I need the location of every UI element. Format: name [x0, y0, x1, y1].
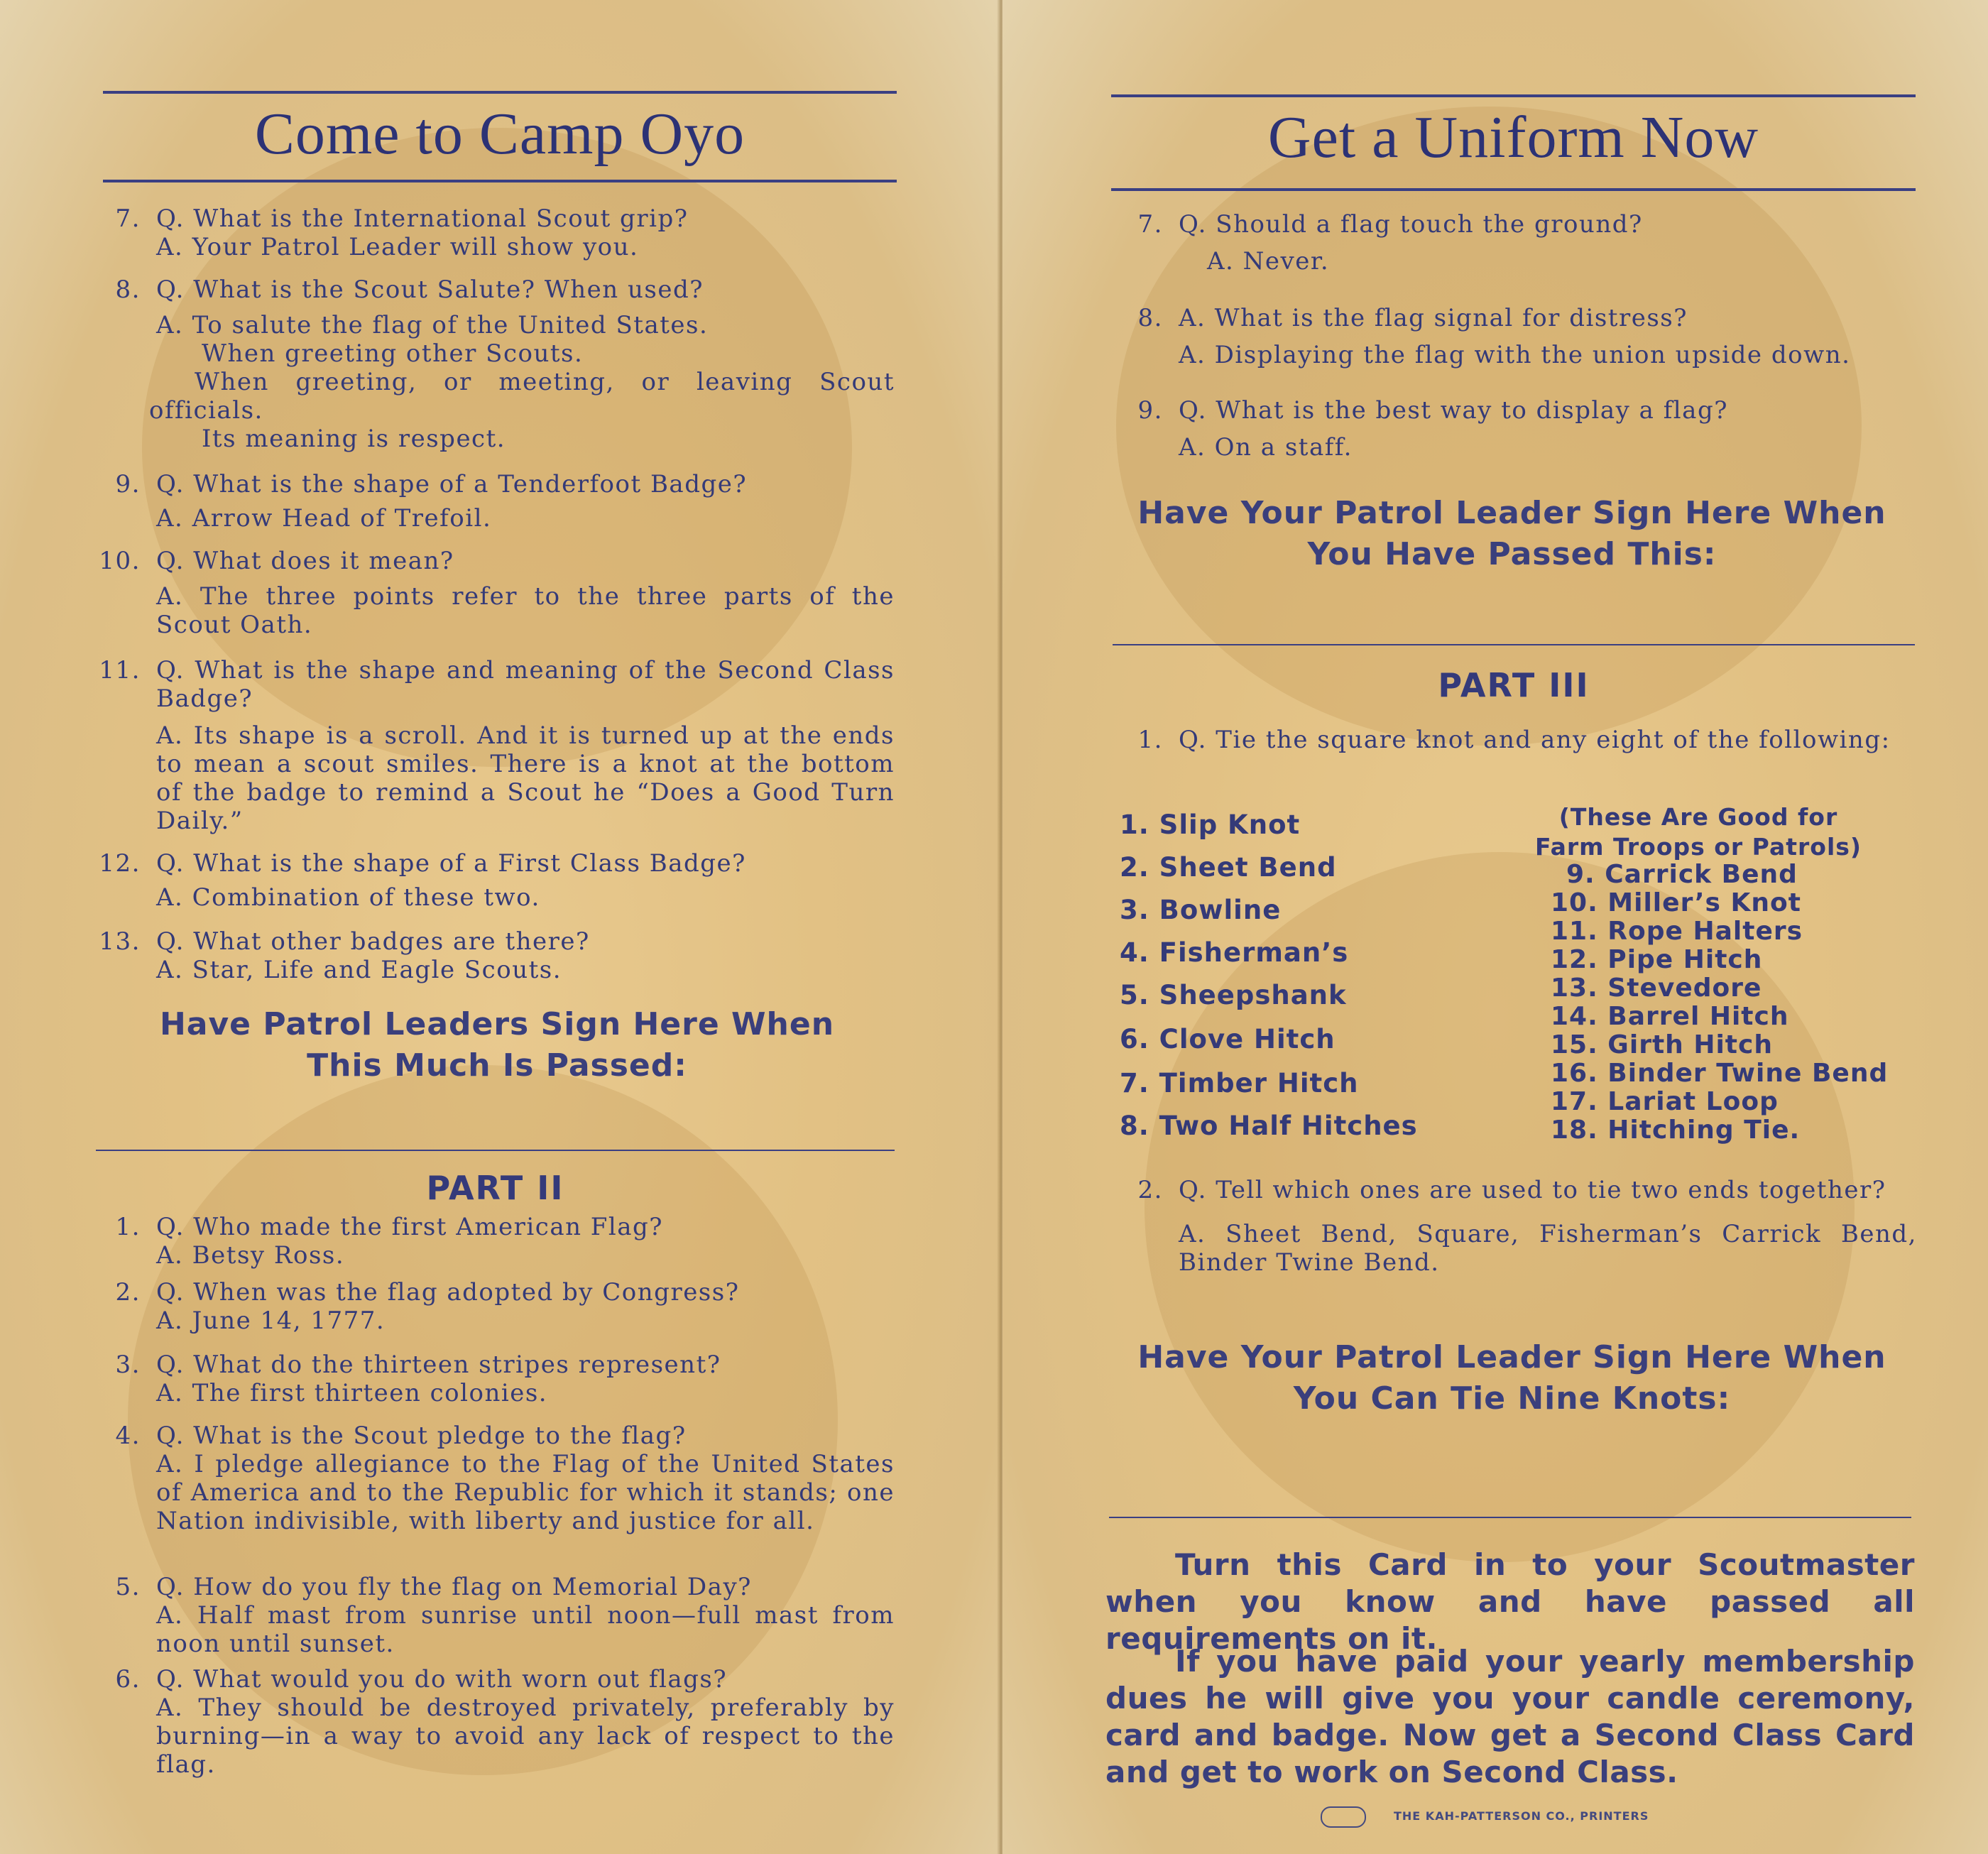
answer-text: A. Your Patrol Leader will show you. [156, 233, 639, 261]
question-item [1108, 304, 1917, 369]
answer-text: Its meaning is respect. [202, 425, 506, 453]
patrol-leader-sign-prompt: Have Patrol Leaders Sign Here When This Much Is Passed: [159, 1006, 835, 1084]
title-bottom-rule [103, 180, 897, 182]
knot-item: 6. Clove Hitch [1120, 1024, 1336, 1054]
question-text: Q. Tell which ones are used to tie two ends together? [1179, 1176, 1886, 1204]
question-item [85, 1213, 895, 1270]
knot-item: 4. Fisherman’s [1120, 937, 1349, 968]
question-item [85, 1351, 895, 1407]
answer-text: A. June 14, 1777. [156, 1307, 386, 1335]
knot-item: 15. Girth Hitch [1551, 1030, 1773, 1059]
question-text: A. What is the flag signal for distress? [1179, 304, 1688, 332]
signature-line [1113, 644, 1915, 645]
knot-item: 12. Pipe Hitch [1551, 945, 1763, 974]
question-text: Q. What other badges are there? [156, 927, 590, 956]
question-number: 4. [115, 1422, 141, 1450]
question-text: Q. What is the Scout pledge to the flag? [156, 1422, 687, 1450]
signature-line [96, 1150, 895, 1151]
title-top-rule [103, 91, 897, 94]
knot-item: 17. Lariat Loop [1551, 1087, 1779, 1116]
knot-item: 18. Hitching Tie. [1551, 1116, 1801, 1145]
question-number: 9. [115, 470, 141, 498]
question-number: 1. [1137, 726, 1163, 754]
question-number: 2. [1137, 1176, 1163, 1204]
question-number: 10. [99, 547, 141, 575]
answer-text: A. Half mast from sunrise until noon—full mast from noon until sunset. [156, 1601, 895, 1658]
answer-text: A. I pledge allegiance to the Flag of the United States of America and to the Republic for which it stands; one Nation indivisible, with liberty and justice for all. [156, 1450, 895, 1535]
knot-item: 7. Timber Hitch [1120, 1068, 1359, 1098]
signature-line [1109, 1517, 1911, 1518]
knot-item: 1. Slip Knot [1120, 809, 1301, 840]
patrol-leader-sign-prompt: Have Your Patrol Leader Sign Here When You Have Passed This: [1137, 495, 1886, 572]
knot-item: 13. Stevedore [1551, 974, 1762, 1003]
question-text: Q. What is the International Scout grip? [156, 205, 689, 233]
question-number: 3. [115, 1351, 141, 1379]
question-number: 7. [115, 205, 141, 233]
knot-item: 8. Two Half Hitches [1120, 1111, 1418, 1141]
question-number: 8. [115, 276, 141, 304]
question-text: Q. Tie the square knot and any eight of the following: [1179, 726, 1891, 754]
answer-text: When greeting, or meeting, or leaving Scout officials. [149, 368, 895, 425]
question-number: 9. [1137, 396, 1163, 425]
question-item [85, 849, 895, 912]
patrol-leader-sign-prompt: Have Your Patrol Leader Sign Here When You Can Tie Nine Knots: [1137, 1339, 1886, 1417]
right-page [1003, 0, 1988, 1854]
knot-item: 16. Binder Twine Bend [1551, 1059, 1889, 1088]
answer-text: A. The three points refer to the three parts of the Scout Oath. [156, 582, 895, 639]
answer-text: A. Arrow Head of Trefoil. [156, 504, 492, 533]
knot-list-left [1120, 809, 1418, 1150]
knot-item: 2. Sheet Bend [1120, 852, 1337, 883]
knot-item: 9. Carrick Bend [1566, 860, 1798, 889]
question-item [85, 656, 895, 835]
question-text: Q. What do the thirteen stripes represent? [156, 1351, 721, 1379]
question-text: Q. What is the Scout Salute? When used? [156, 276, 704, 304]
page-title: Get a Uniform Now [1267, 104, 1759, 170]
part-heading: PART III [1438, 666, 1590, 704]
question-number: 8. [1137, 304, 1163, 332]
question-number: 5. [115, 1573, 141, 1601]
answer-text: A. To salute the flag of the United States. [156, 311, 709, 339]
knot-item: 10. Miller’s Knot [1551, 888, 1801, 917]
question-item [85, 1422, 895, 1535]
knot-item: 3. Bowline [1120, 895, 1282, 925]
question-number: 11. [99, 656, 141, 685]
question-item [85, 1278, 895, 1335]
question-text: Q. What is the shape of a First Class Badge? [156, 849, 746, 878]
question-number: 2. [115, 1278, 141, 1307]
question-text: Q. What does it mean? [156, 547, 454, 575]
answer-text: A. Its shape is a scroll. And it is turned up at the ends to mean a scout smiles. There is a knot at the bottom of the badge to remind a Scout he “Does a Good Turn Daily.” [156, 721, 895, 835]
union-label-icon [1321, 1806, 1366, 1828]
question-number: 12. [99, 849, 141, 878]
question-number: 7. [1137, 210, 1163, 239]
knot-item: 14. Barrel Hitch [1551, 1002, 1789, 1031]
title-top-rule [1111, 94, 1916, 97]
question-item [1108, 726, 1917, 754]
title-bottom-rule [1111, 188, 1916, 191]
question-item [85, 547, 895, 639]
answer-text: A. On a staff. [1179, 433, 1353, 462]
answer-text: A. Star, Life and Eagle Scouts. [156, 956, 562, 984]
question-item [1108, 396, 1917, 462]
question-item [85, 927, 895, 984]
question-text: Q. What would you do with worn out flags? [156, 1665, 728, 1694]
question-item [85, 205, 895, 261]
answer-text: A. Sheet Bend, Square, Fisherman’s Carrick Bend, Binder Twine Bend. [1179, 1220, 1917, 1277]
answer-text: A. Betsy Ross. [156, 1241, 345, 1270]
answer-text: A. Combination of these two. [156, 883, 540, 912]
question-text: Q. How do you fly the flag on Memorial Day? [156, 1573, 752, 1601]
question-number: 6. [115, 1665, 141, 1694]
question-item [85, 1573, 895, 1658]
question-text: Q. Should a flag touch the ground? [1179, 210, 1643, 239]
question-number: 13. [99, 927, 141, 956]
closing-paragraph: Turn this Card in to your Scoutmaster when you know and have passed all requirements on it. [1105, 1547, 1915, 1656]
question-item [1108, 210, 1917, 276]
page-title: Come to Camp Oyo [254, 101, 746, 167]
farm-troops-note: (These Are Good for Farm Troops or Patrols) [1534, 803, 1862, 861]
knot-item: 11. Rope Halters [1551, 917, 1803, 946]
knot-list-right [1535, 861, 1933, 1145]
question-item [85, 1665, 895, 1779]
printer-imprint: THE KAH-PATTERSON CO., PRINTERS [1394, 1809, 1649, 1823]
part-heading: PART II [426, 1169, 564, 1207]
knot-item: 5. Sheepshank [1120, 980, 1347, 1010]
question-text: Q. What is the best way to display a flag? [1179, 396, 1728, 425]
question-text: Q. What is the shape and meaning of the Second Class Badge? [156, 656, 895, 713]
answer-text: A. The first thirteen colonies. [156, 1379, 548, 1407]
question-text: Q. When was the flag adopted by Congress? [156, 1278, 740, 1307]
question-item [85, 276, 895, 453]
question-text: Q. Who made the first American Flag? [156, 1213, 664, 1241]
closing-paragraph: If you have paid your yearly membership dues he will give you your candle ceremony, card and badge. Now get a Second Class Card and get to work on Second Class. [1105, 1644, 1915, 1789]
question-number: 1. [115, 1213, 141, 1241]
answer-text: A. Displaying the flag with the union upside down. [1179, 341, 1851, 369]
question-item [1108, 1176, 1917, 1277]
answer-text: A. Never. [1207, 247, 1330, 276]
answer-text: When greeting other Scouts. [202, 339, 584, 368]
question-item [85, 470, 895, 533]
question-text: Q. What is the shape of a Tenderfoot Badge? [156, 470, 748, 498]
answer-text: A. They should be destroyed privately, preferably by burning—in a way to avoid any lack of respect to the flag. [156, 1694, 895, 1779]
